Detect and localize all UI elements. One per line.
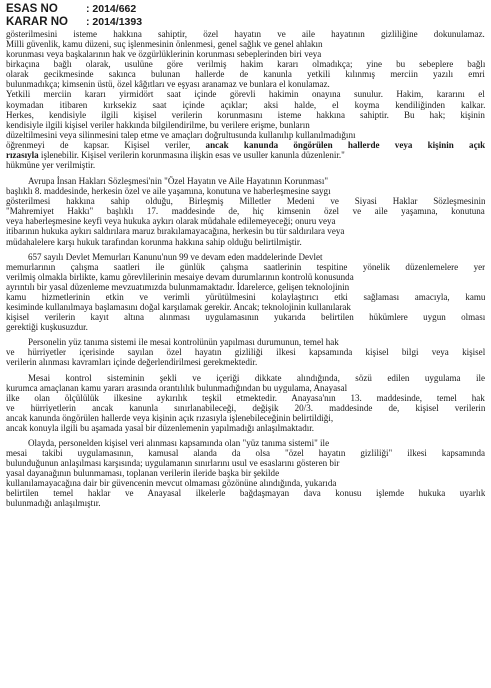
- text-line: memurlarının çalışma saatleri ile günlük çalışma saatlerinin tespitine yönelik düzenlemelere yer: [6, 261, 485, 272]
- text-line: Avrupa İnsan Hakları Sözleşmesi'nin "Özel Hayatın ve Aile Hayatının Korunması": [28, 176, 329, 187]
- esas-value: : 2014/662: [86, 3, 137, 15]
- text-line: olarak gecikmesinde sakınca bulunan hallerde de kanunla yetkili kılınmış merciin yazılı emri: [6, 69, 485, 80]
- text-line: kamu hizmetlerinin etkin ve verimli yürütülmesini kolaylaştırıcı etki sağlaması amacıyla, kamu: [6, 291, 485, 302]
- case-header: [6, 3, 142, 29]
- karar-row: [6, 16, 142, 29]
- paragraph-5: [6, 373, 485, 433]
- text-line: ve hürriyetler içerisinde sayılan özel hayatın gizliliği ilkesi kapsamında kişisel bilgi veya kişisel: [6, 347, 485, 358]
- esas-label: ESAS NO: [6, 3, 58, 15]
- text-line: verilmiş olmakla birlikte, kamu görevlilerinin mesaiye devam durumlarının kontrolü konusunda: [6, 271, 354, 282]
- karar-value: : 2014/1393: [86, 16, 143, 28]
- text-line: Olayda, personelden kişisel veri alınması kapsamında olan "yüz tanıma sistemi" ile: [28, 437, 330, 448]
- paragraph-2: [6, 176, 485, 247]
- text-line: itibarının hukuka aykırı saldırılara maruz bırakılamayacağına, herkesin bu tür saldırılara veya: [6, 226, 345, 237]
- document-body: [6, 29, 485, 514]
- text-line: bulunduğunun anlaşılması karşısında; uygulamanın sınırlarını usul ve esaslarını gösteren bir: [6, 458, 340, 469]
- paragraph-3: [6, 252, 485, 333]
- text-line: koymadan itibaren kırksekiz saat içinde açıklar; aksi halde, el koyma kendiliğinden kalkar.: [6, 99, 485, 110]
- text-line: müdahalelere karşı hukuk tarafından korunma hakkına sahip olduğu belirtilmiştir.: [6, 236, 302, 247]
- text-line: öğrenmeyi de kapsar. Kişisel veriler, ancak kanunda öngörülen hallerde veya kişinin açık: [6, 139, 485, 150]
- karar-label: KARAR NO: [6, 16, 68, 28]
- text-line: kesiminde kullanılmaya başlamasını doğal karşılamak gerekir. Ancak; teknolojinin kullanılarak: [6, 302, 351, 313]
- text-line: kişisel verilerin kayıt altına alınması uygulamasının yukarıda belirtilen hükümlere uygun olması: [6, 312, 485, 323]
- text-line: ilke olan ölçülülük ilkesine aykırılık teşkil etmektedir. Anayasa'nın 13. maddesinde, temel hak: [6, 392, 485, 403]
- text-line: düzeltilmesini veya silinmesini talep etme ve amaçları doğrultusunda kullanılıp kullanılmadığını: [6, 129, 356, 140]
- text-line: kurumca amaçlanan kamu yararı arasında orantılılık bulunmadığından bu uygulama, Anayasal: [6, 382, 348, 393]
- text-line: Herkes, kendisiyle ilgili kişisel verilerin korunmasını isteme hakkına sahiptir. Bu hak; kişinin: [6, 109, 485, 120]
- text-line: "Mahremiyet Hakkı" başlıklı 17. maddesinde de, hiç kimsenin özel ve aile yaşamına, konutuna: [6, 206, 485, 217]
- text-line: hükmüne yer verilmiştir.: [6, 160, 96, 171]
- text-line: 657 sayılı Devlet Memurları Kanunu'nun 99 ve devam eden maddelerinde Devlet: [28, 251, 323, 262]
- text-line: yasal dayanağının bulunmaması, toplanan verilerin ileride başka bir şekilde: [6, 468, 280, 479]
- text-line: belirtilen temel haklar ve Anayasal ilkelerle bağdaşmayan dava konusu işlemde hukuka uyarlık: [6, 488, 485, 499]
- text-line: ve hürriyetlerin ancak kanunla sınırlanabileceği, değişik 20/3. maddesinde de, kişisel verilerin: [6, 402, 485, 413]
- text-line: verilerin alınması kavramları içinde değerlendirilmesi gerekmektedir.: [6, 357, 258, 368]
- paragraph-6: [6, 438, 485, 509]
- text-line: Mesai kontrol sisteminin şekli ve içeriği dikkate alındığında, sözü edilen uygulama ile: [28, 372, 485, 383]
- text-line: gösterilmesini isteme hakkına sahiptir, özel hayatın ve aile hayatının gizliliğine dokunulamaz.: [6, 29, 485, 39]
- text-line: Milli güvenlik, kamu düzeni, suç işlenmesinin önlenmesi, genel sağlık ve genel ahlakın: [6, 39, 323, 50]
- text-line: gerektiği kuşkusuzdur.: [6, 322, 88, 333]
- text-line: Personelin yüz tanıma sistemi ile mesai kontrolünün yapılması durumunun, temel hak: [28, 337, 339, 348]
- esas-row: [6, 3, 142, 16]
- text-line: kullanılamayacağına dair bir güvencenin mevcut olmaması gözönüne alındığında, yukarıda: [6, 478, 337, 489]
- text-line: ancak kanunda öngörülen hallerde veya kişinin açık rızasıyla işlenebileceğinin belirtildiği,: [6, 412, 334, 423]
- text-line: veya haberleşmesine keyfi veya hukuka aykırı olarak müdahale edilemeyeceği; onuru veya: [6, 216, 336, 227]
- text-line: bulunmadığı anlaşılmıştır.: [6, 498, 101, 509]
- text-line: birkaçına bağlı olarak, usulüne göre verilmiş hakim kararı olmadıkça; yine bu sebeplere bağlı: [6, 59, 485, 70]
- text-line: mesai takibi uygulamasının, kamusal alanda da olsa "özel hayatın gizliliği" ilkesi kapsamında: [6, 448, 485, 459]
- text-line: bulunmadıkça; kimsenin üstü, özel kâğıtları ve eşyası aranamaz ve bunlara el konulamaz.: [6, 79, 330, 90]
- text-line: gösterilmesi hakkına sahip olduğu, Birleşmiş Milletler Medeni ve Siyasi Haklar Sözleşmesinin: [6, 196, 485, 207]
- text-line: korunması veya başkalarının hak ve özgürlüklerinin korunması sebeplerinden biri veya: [6, 49, 322, 60]
- text-line: kendisiyle ilgili kişisel veriler hakkında bilgilendirilme, bu verilere erişme, bunların: [6, 119, 310, 130]
- text-line: Yetkili merciin kararı yirmidört saat içinde görevli hakimin onayına sunulur. Hakim, kararını el: [6, 89, 485, 100]
- text-line: ancak konuyla ilgili bu aşamada yasal bir düzenlemenin yapılmadığı anlaşılmaktadır.: [6, 422, 315, 433]
- text-line: rızasıyla işlenebilir. Kişisel verilerin korunmasına ilişkin esas ve usuller kanunla düzenlenir.": [6, 149, 345, 160]
- paragraph-1: [6, 29, 485, 170]
- text-line: başlıklı 8. maddesinde, herkesin özel ve aile yaşamına, konutuna ve haberleşmesine saygı: [6, 186, 331, 197]
- paragraph-4: [6, 337, 485, 367]
- text-line: ayrıntılı bir yasal düzenleme mevzuatımızda bulunmamaktadır. İdarelerce, gelişen teknolojinin: [6, 281, 350, 292]
